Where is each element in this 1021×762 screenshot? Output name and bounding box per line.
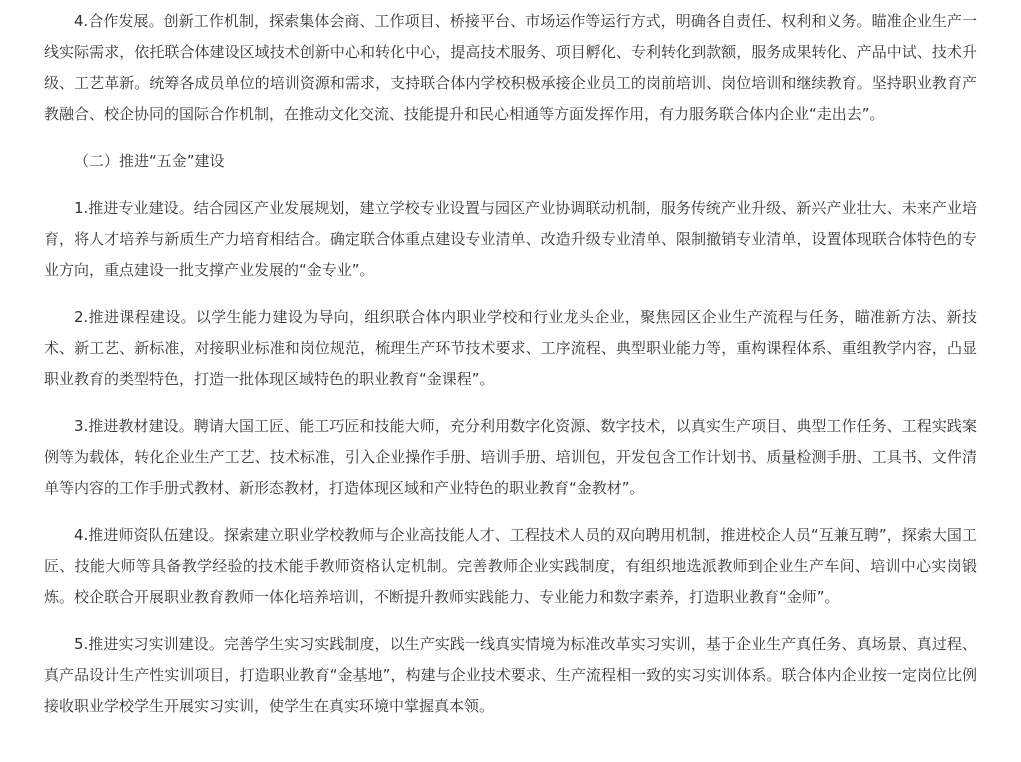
paragraph-internship-construction: 5.推进实习实训建设。完善学生实习实践制度，以生产实践一线真实情境为标准改革实习实训，基于企业生产真任务、真场景、真过程、真产品设计生产性实训项目，打造职业教育“金基地”，构建与企业技术要求、生产流程相一致的实习实训体系。联合体内企业按一定岗位比例接收职业学校学生开展实习实训，使学生在真实环境中掌握真本领。 [44,635,977,715]
paragraph-curriculum-construction: 2.推进课程建设。以学生能力建设为导向，组织联合体内职业学校和行业龙头企业，聚焦园区企业生产流程与任务，瞄准新方法、新技术、新工艺、新标准，对接职业标准和岗位规范，梳理生产环节技术要求、工序流程、典型职业能力等，重构课程体系、重组教学内容，凸显职业教育的类型特色，打造一批体现区域特色的职业教育“金课程”。 [44,308,977,388]
paragraph-textbook-construction: 3.推进教材建设。聘请大国工匠、能工巧匠和技能大师，充分利用数字化资源、数字技术，以真实生产项目、典型工作任务、工程实践案例等为载体，转化企业生产工艺、技术标准，引入企业操作手册、培训手册、培训包，开发包含工作计划书、质量检测手册、工具书、文件清单等内容的工作手册式教材、新形态教材，打造体现区域和产业特色的职业教育“金教材”。 [44,417,977,497]
paragraph-major-construction: 1.推进专业建设。结合园区产业发展规划，建立学校专业设置与园区产业协调联动机制，服务传统产业升级、新兴产业壮大、未来产业培育，将人才培养与新质生产力培育相结合。确定联合体重点建设专业清单、改造升级专业清单、限制撤销专业清单，设置体现联合体特色的专业方向，重点建设一批支撑产业发展的“金专业”。 [44,199,977,279]
paragraph-teacher-construction: 4.推进师资队伍建设。探索建立职业学校教师与企业高技能人才、工程技术人员的双向聘用机制，推进校企人员“互兼互聘”，探索大国工匠、技能大师等具备教学经验的技术能手教师资格认定机制。完善教师企业实践制度，有组织地选派教师到企业生产车间、培训中心实岗锻炼。校企联合开展职业教育教师一体化培养培训，不断提升教师实践能力、专业能力和数字素养，打造职业教育“金师”。 [44,526,977,606]
paragraph-cooperation-development: 4.合作发展。创新工作机制，探索集体会商、工作项目、桥接平台、市场运作等运行方式，明确各自责任、权利和义务。瞄准企业生产一线实际需求，依托联合体建设区域技术创新中心和转化中心，提高技术服务、项目孵化、专利转化到款额，服务成果转化、产品中试、技术升级、工艺革新。统筹各成员单位的培训资源和需求，支持联合体内学校积极承接企业员工的岗前培训、岗位培训和继续教育。坚持职业教育产教融合、校企协同的国际合作机制，在推动文化交流、技能提升和民心相通等方面发挥作用，有力服务联合体内企业“走出去”。 [44,12,977,123]
section-heading-five-gold: （二）推进“五金”建设 [74,152,225,170]
